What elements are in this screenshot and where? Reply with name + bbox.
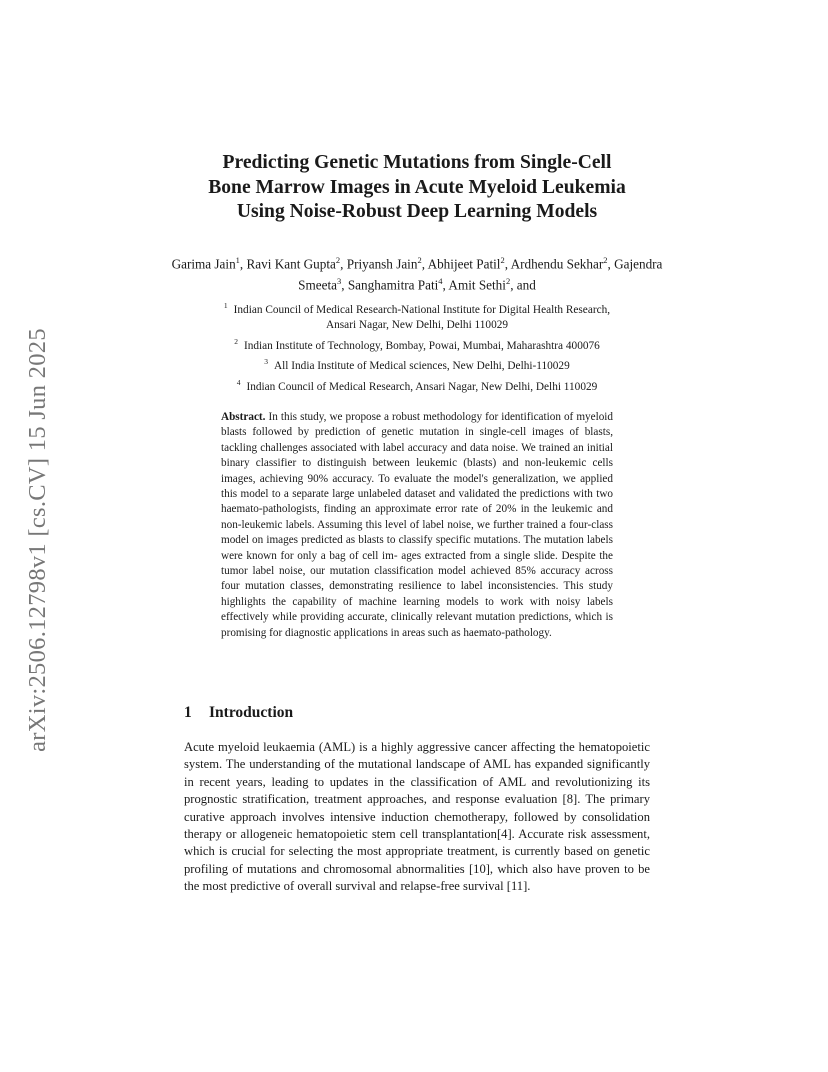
author-name: Ardhendu Sekhar [510, 256, 604, 272]
authors-tail: and [516, 277, 536, 293]
author-affiliation-mark: 2 [417, 255, 422, 265]
affiliation-text: All India Institute of Medical sciences, New Delhi, Delhi-110029 [274, 360, 570, 373]
paper-title [150, 151, 684, 225]
introduction-paragraph: Acute myeloid leukaemia (AML) is a highly aggressive cancer affecting the hematopoietic system. The understanding of the mutational landscape of AML has expanded significantly in recent years, leading to updates in the classification of AML and revolutionizing its prognostic stratification, treatment approaches, and response evaluation [8]. The primary curative approach involves intensive induction chemotherapy, followed by consolidation therapy or allogeneic hematopoietic stem cell transplantation[4]. Accurate risk assessment, which is crucial for selecting the most appropriate treatment, is currently based on genetic profiling of mutations and chromosomal abnormalities [10], which also have proven to be the most predictive of overall survival and relapse-free survival [11]. [184, 740, 650, 894]
author-name: Abhijeet Patil [427, 256, 501, 272]
affiliation-2 [170, 334, 664, 354]
affiliation-1 [170, 298, 664, 318]
affiliation-list [170, 298, 664, 395]
title-line-1: Predicting Genetic Mutations from Single-Cell [222, 152, 612, 173]
abstract [221, 410, 613, 641]
arxiv-identifier: arXiv:2506.12798v1 [cs.CV] 15 Jun 2025 [24, 328, 51, 752]
author-name: Gajendra Smeeta [298, 256, 663, 293]
section-number: 1 [184, 704, 192, 721]
author-list: Garima Jain$^1$, Ravi Kant Gupta$^2$, Priyansh Jain$^2$, Abhijeet Patil$^2$, Ardhendu Sekhar$^2$, Gajendra Smeeta$^3$, Sanghamitra Pati$^4$, Amit Sethi$^2$, and [171, 255, 663, 293]
author-affiliation-mark: 2 [500, 255, 505, 265]
affiliation-4 [170, 375, 664, 395]
author-name: Sanghamitra Pati [347, 277, 439, 293]
author-name: Priyansh Jain [346, 256, 418, 272]
author-affiliation-mark: 2 [603, 255, 608, 265]
affiliation-3 [170, 354, 664, 374]
section-heading-introduction [184, 704, 293, 722]
author-name: Garima Jain [171, 256, 236, 272]
title-line-2: Bone Marrow Images in Acute Myeloid Leukemia [208, 176, 626, 198]
abstract-label: Abstract. [221, 411, 266, 423]
author-affiliation-mark: 3 [336, 275, 342, 286]
affiliation-number: 3 [264, 357, 268, 367]
affiliation-number: 1 [223, 301, 228, 310]
author-name: Ravi Kant Gupta [246, 256, 336, 272]
title-line-3: Using Noise-Robust Deep Learning Models [236, 201, 598, 222]
affiliation-text: Indian Council of Medical Research-National Institute for Digital Health Research, [233, 303, 611, 316]
affiliation-1-cont: Ansari Nagar, New Delhi, Delhi 110029 [325, 319, 509, 332]
section-title: Introduction [209, 704, 294, 721]
affiliation-number: 4 [236, 377, 241, 387]
affiliation-text: Indian Council of Medical Research, Ansari Nagar, New Delhi, Delhi 110029 [246, 380, 598, 393]
author-affiliation-mark: 1 [235, 255, 240, 265]
author-name: Amit Sethi [448, 277, 506, 293]
affiliation-text: Indian Institute of Technology, Bombay, Powai, Mumbai, Maharashtra 400076 [243, 339, 600, 352]
author-affiliation-mark: 4 [438, 275, 443, 286]
affiliation-number: 2 [234, 336, 238, 346]
author-affiliation-mark: 2 [335, 255, 341, 265]
arxiv-sidebar [18, 300, 58, 780]
abstract-text: In this study, we propose a robust methodology for identification of myeloid blasts followed by prediction of genetic mutation in single-cell images of blasts, tackling challenges associated with label accuracy and data noise. We trained an initial binary classifier to distinguish between leukemic (blasts) and non-leukemic cells images, achieving 90% accuracy. To evaluate the model's generalization, we applied this model to a separate large unlabeled dataset and validated the predictions with two haemato-pathologists, finding an approximate error rate of 20% in the leukemic and non-leukemic labels. Assuming this level of label noise, we further trained a four-class model on images predicted as blasts to classify specific mutations. The mutation labels were known for only a bag of cell im- ages extracted from a single slide. Despite the tumor label noise, our mutation classification model achieved 85% accuracy across four mutation classes, demonstrating resilience to label inconsistencies. This study highlights the capability of machine learning models to work with noisy labels effectively while providing accurate, clinically relevant mutation predictions, which is promising for diagnostic applications in areas such as haemato-pathology. [221, 411, 613, 639]
author-affiliation-mark: 2 [505, 275, 511, 286]
